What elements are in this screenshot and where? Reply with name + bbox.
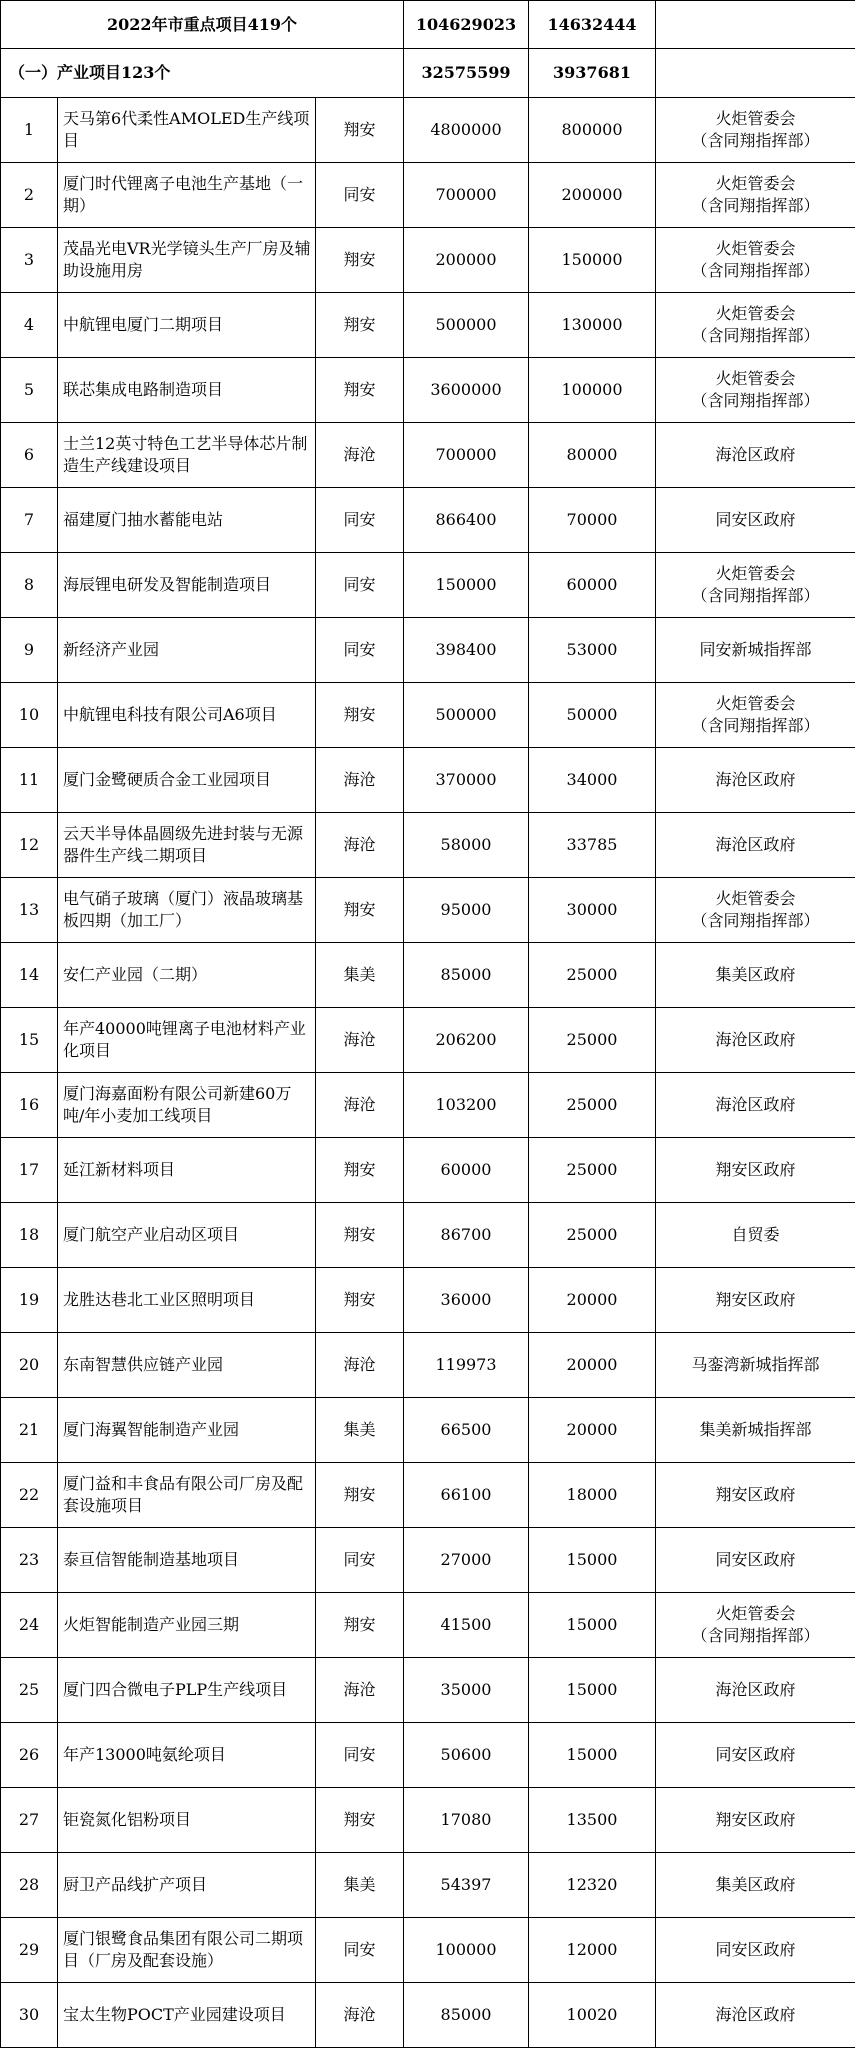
project-name: 中航锂电科技有限公司A6项目 xyxy=(58,683,316,748)
total-investment-cell: 27000 xyxy=(404,1528,529,1593)
responsible-unit xyxy=(656,878,855,943)
responsible-unit-line: 火炬管委会 xyxy=(715,369,796,388)
annual-plan-cell: 50000 xyxy=(529,683,656,748)
total-investment-cell: 100000 xyxy=(404,1918,529,1983)
project-area: 翔安 xyxy=(316,1138,404,1203)
responsible-unit xyxy=(656,1268,855,1333)
project-area: 翔安 xyxy=(316,683,404,748)
responsible-unit-line: 集美区政府 xyxy=(715,1875,796,1894)
total-investment-cell: 36000 xyxy=(404,1268,529,1333)
responsible-unit xyxy=(656,1983,855,2048)
project-name: 年产40000吨锂离子电池材料产业化项目 xyxy=(58,1008,316,1073)
total-investment-cell: 3600000 xyxy=(404,358,529,423)
total-investment-cell: 370000 xyxy=(404,748,529,813)
total-investment-cell: 41500 xyxy=(404,1593,529,1658)
annual-plan-cell: 150000 xyxy=(529,228,656,293)
annual-plan-cell: 25000 xyxy=(529,1008,656,1073)
annual-plan-cell: 10020 xyxy=(529,1983,656,2048)
row-index: 27 xyxy=(1,1788,58,1853)
responsible-unit-line: （含同翔指挥部） xyxy=(691,586,820,605)
responsible-unit-line: 同安区政府 xyxy=(715,1745,796,1764)
row-index: 23 xyxy=(1,1528,58,1593)
table-row xyxy=(1,358,855,423)
responsible-unit-line: （含同翔指挥部） xyxy=(691,716,820,735)
responsible-unit xyxy=(656,1463,855,1528)
row-index: 8 xyxy=(1,553,58,618)
total-investment-cell: 500000 xyxy=(404,683,529,748)
project-name: 云天半导体晶圆级先进封装与无源器件生产线二期项目 xyxy=(58,813,316,878)
annual-plan-cell: 25000 xyxy=(529,1138,656,1203)
total-investment-cell: 60000 xyxy=(404,1138,529,1203)
total-investment-cell: 866400 xyxy=(404,488,529,553)
total-investment-cell: 85000 xyxy=(404,943,529,1008)
responsible-unit-line: （含同翔指挥部） xyxy=(691,131,820,150)
row-index: 25 xyxy=(1,1658,58,1723)
table-row xyxy=(1,748,855,813)
total-investment-cell: 17080 xyxy=(404,1788,529,1853)
responsible-unit-line: 同安区政府 xyxy=(715,1550,796,1569)
responsible-unit xyxy=(656,1138,855,1203)
table-row xyxy=(1,163,855,228)
annual-plan-cell: 25000 xyxy=(529,1073,656,1138)
annual-plan-cell: 20000 xyxy=(529,1333,656,1398)
project-name: 延江新材料项目 xyxy=(58,1138,316,1203)
annual-plan-cell: 34000 xyxy=(529,748,656,813)
project-name: 厦门海嘉面粉有限公司新建60万吨/年小麦加工线项目 xyxy=(58,1073,316,1138)
annual-plan-cell: 25000 xyxy=(529,943,656,1008)
table-row xyxy=(1,1983,855,2048)
row-index: 30 xyxy=(1,1983,58,2048)
table-row xyxy=(1,553,855,618)
project-area: 海沧 xyxy=(316,813,404,878)
total-investment-cell: 398400 xyxy=(404,618,529,683)
annual-plan-cell: 130000 xyxy=(529,293,656,358)
table-row xyxy=(1,1138,855,1203)
project-name: 厦门银鹭食品集团有限公司二期项目（厂房及配套设施） xyxy=(58,1918,316,1983)
project-area: 同安 xyxy=(316,1528,404,1593)
responsible-unit-line: 火炬管委会 xyxy=(715,564,796,583)
annual-plan-cell: 80000 xyxy=(529,423,656,488)
project-area: 翔安 xyxy=(316,98,404,163)
table-row xyxy=(1,423,855,488)
total-investment-cell: 95000 xyxy=(404,878,529,943)
project-area: 翔安 xyxy=(316,293,404,358)
table-row xyxy=(1,683,855,748)
responsible-unit-line: 集美新城指挥部 xyxy=(699,1420,812,1439)
responsible-unit-line: 同安新城指挥部 xyxy=(699,640,812,659)
responsible-unit-line: 火炬管委会 xyxy=(715,239,796,258)
project-name: 钜瓷氮化铝粉项目 xyxy=(58,1788,316,1853)
responsible-unit xyxy=(656,1918,855,1983)
project-area: 翔安 xyxy=(316,228,404,293)
project-area: 海沧 xyxy=(316,1983,404,2048)
total-investment-cell: 50600 xyxy=(404,1723,529,1788)
responsible-unit-line: （含同翔指挥部） xyxy=(691,391,820,410)
row-index: 4 xyxy=(1,293,58,358)
annual-plan-cell: 30000 xyxy=(529,878,656,943)
responsible-unit-line: 自贸委 xyxy=(731,1225,780,1244)
total-title: 2022年市重点项目419个 xyxy=(1,1,404,49)
total-investment-cell: 700000 xyxy=(404,423,529,488)
responsible-unit xyxy=(656,1073,855,1138)
project-area: 同安 xyxy=(316,1723,404,1788)
project-area: 海沧 xyxy=(316,748,404,813)
annual-plan-cell: 15000 xyxy=(529,1723,656,1788)
annual-plan-cell: 53000 xyxy=(529,618,656,683)
total-investment-cell: 66500 xyxy=(404,1398,529,1463)
project-name: 厦门益和丰食品有限公司厂房及配套设施项目 xyxy=(58,1463,316,1528)
table-row xyxy=(1,488,855,553)
project-area: 翔安 xyxy=(316,1203,404,1268)
responsible-unit xyxy=(656,98,855,163)
project-name: 新经济产业园 xyxy=(58,618,316,683)
responsible-unit xyxy=(656,813,855,878)
project-name: 茂晶光电VR光学镜头生产厂房及辅助设施用房 xyxy=(58,228,316,293)
table-body xyxy=(1,1,855,2048)
row-index: 7 xyxy=(1,488,58,553)
row-index: 19 xyxy=(1,1268,58,1333)
table-row xyxy=(1,618,855,683)
project-area: 同安 xyxy=(316,618,404,683)
responsible-unit-line: 海沧区政府 xyxy=(715,1030,796,1049)
project-area: 翔安 xyxy=(316,1788,404,1853)
project-name: 厦门时代锂离子电池生产基地（一期） xyxy=(58,163,316,228)
project-area: 集美 xyxy=(316,1398,404,1463)
total-unit xyxy=(656,1,855,49)
project-area: 集美 xyxy=(316,943,404,1008)
table-row xyxy=(1,878,855,943)
total-investment-cell: 150000 xyxy=(404,553,529,618)
table-row xyxy=(1,813,855,878)
total-investment-cell: 103200 xyxy=(404,1073,529,1138)
responsible-unit-line: 火炬管委会 xyxy=(715,1604,796,1623)
project-name: 东南智慧供应链产业园 xyxy=(58,1333,316,1398)
project-name: 士兰12英寸特色工艺半导体芯片制造生产线建设项目 xyxy=(58,423,316,488)
annual-plan-cell: 800000 xyxy=(529,98,656,163)
project-name: 天马第6代柔性AMOLED生产线项目 xyxy=(58,98,316,163)
project-area: 海沧 xyxy=(316,423,404,488)
total-investment-cell: 500000 xyxy=(404,293,529,358)
responsible-unit-line: 同安区政府 xyxy=(715,1940,796,1959)
responsible-unit xyxy=(656,228,855,293)
table-row xyxy=(1,1528,855,1593)
project-area: 海沧 xyxy=(316,1008,404,1073)
responsible-unit-line: 同安区政府 xyxy=(715,510,796,529)
responsible-unit-line: （含同翔指挥部） xyxy=(691,911,820,930)
row-index: 28 xyxy=(1,1853,58,1918)
annual-plan-cell: 20000 xyxy=(529,1398,656,1463)
table-row xyxy=(1,1853,855,1918)
responsible-unit xyxy=(656,943,855,1008)
project-area: 海沧 xyxy=(316,1658,404,1723)
project-area: 海沧 xyxy=(316,1333,404,1398)
annual-plan-cell: 60000 xyxy=(529,553,656,618)
responsible-unit xyxy=(656,1788,855,1853)
row-index: 5 xyxy=(1,358,58,423)
row-index: 15 xyxy=(1,1008,58,1073)
row-index: 29 xyxy=(1,1918,58,1983)
table-row xyxy=(1,1788,855,1853)
project-area: 同安 xyxy=(316,163,404,228)
total-investment-cell: 86700 xyxy=(404,1203,529,1268)
responsible-unit xyxy=(656,553,855,618)
project-name: 厦门航空产业启动区项目 xyxy=(58,1203,316,1268)
annual-plan-cell: 20000 xyxy=(529,1268,656,1333)
total-investment-cell: 206200 xyxy=(404,1008,529,1073)
annual-plan-cell: 25000 xyxy=(529,1203,656,1268)
responsible-unit xyxy=(656,748,855,813)
project-area: 翔安 xyxy=(316,1268,404,1333)
responsible-unit xyxy=(656,1723,855,1788)
annual-plan-cell: 13500 xyxy=(529,1788,656,1853)
table-row xyxy=(1,293,855,358)
annual-plan-cell: 15000 xyxy=(529,1528,656,1593)
project-name: 龙胜达巷北工业区照明项目 xyxy=(58,1268,316,1333)
project-name: 泰亘信智能制造基地项目 xyxy=(58,1528,316,1593)
responsible-unit xyxy=(656,488,855,553)
project-area: 集美 xyxy=(316,1853,404,1918)
responsible-unit-line: 海沧区政府 xyxy=(715,1095,796,1114)
category-annual-plan: 3937681 xyxy=(529,49,656,98)
project-area: 翔安 xyxy=(316,358,404,423)
total-investment-cell: 85000 xyxy=(404,1983,529,2048)
project-name: 安仁产业园（二期） xyxy=(58,943,316,1008)
responsible-unit xyxy=(656,618,855,683)
responsible-unit-line: （含同翔指挥部） xyxy=(691,1626,820,1645)
responsible-unit xyxy=(656,1008,855,1073)
total-investment-cell: 4800000 xyxy=(404,98,529,163)
responsible-unit-line: 海沧区政府 xyxy=(715,445,796,464)
project-area: 翔安 xyxy=(316,878,404,943)
total-investment: 104629023 xyxy=(404,1,529,49)
responsible-unit-line: 海沧区政府 xyxy=(715,1680,796,1699)
table-row xyxy=(1,1463,855,1528)
row-index: 14 xyxy=(1,943,58,1008)
project-area: 同安 xyxy=(316,488,404,553)
annual-plan-cell: 15000 xyxy=(529,1658,656,1723)
responsible-unit-line: （含同翔指挥部） xyxy=(691,326,820,345)
project-name: 厦门金鹭硬质合金工业园项目 xyxy=(58,748,316,813)
project-area: 同安 xyxy=(316,553,404,618)
annual-plan-cell: 15000 xyxy=(529,1593,656,1658)
row-index: 6 xyxy=(1,423,58,488)
total-investment-cell: 700000 xyxy=(404,163,529,228)
project-area: 海沧 xyxy=(316,1073,404,1138)
project-name: 中航锂电厦门二期项目 xyxy=(58,293,316,358)
total-investment-cell: 66100 xyxy=(404,1463,529,1528)
responsible-unit xyxy=(656,1333,855,1398)
row-index: 20 xyxy=(1,1333,58,1398)
row-index: 18 xyxy=(1,1203,58,1268)
responsible-unit xyxy=(656,1658,855,1723)
responsible-unit-line: （含同翔指挥部） xyxy=(691,261,820,280)
project-area: 同安 xyxy=(316,1918,404,1983)
responsible-unit-line: 翔安区政府 xyxy=(715,1290,796,1309)
row-index: 11 xyxy=(1,748,58,813)
total-annual-plan: 14632444 xyxy=(529,1,656,49)
project-name: 福建厦门抽水蓄能电站 xyxy=(58,488,316,553)
table-row xyxy=(1,1398,855,1463)
project-name: 厦门海翼智能制造产业园 xyxy=(58,1398,316,1463)
table-row xyxy=(1,1268,855,1333)
responsible-unit-line: 火炬管委会 xyxy=(715,109,796,128)
table-row xyxy=(1,1918,855,1983)
responsible-unit xyxy=(656,423,855,488)
row-index: 17 xyxy=(1,1138,58,1203)
responsible-unit-line: 火炬管委会 xyxy=(715,889,796,908)
row-index: 22 xyxy=(1,1463,58,1528)
responsible-unit-line: 火炬管委会 xyxy=(715,304,796,323)
project-name: 年产13000吨氨纶项目 xyxy=(58,1723,316,1788)
project-area: 翔安 xyxy=(316,1463,404,1528)
table-row xyxy=(1,98,855,163)
responsible-unit-line: 翔安区政府 xyxy=(715,1485,796,1504)
row-index: 1 xyxy=(1,98,58,163)
total-investment-cell: 119973 xyxy=(404,1333,529,1398)
table-row xyxy=(1,1073,855,1138)
total-investment-cell: 58000 xyxy=(404,813,529,878)
responsible-unit xyxy=(656,683,855,748)
annual-plan-cell: 12320 xyxy=(529,1853,656,1918)
row-index: 21 xyxy=(1,1398,58,1463)
responsible-unit-line: 海沧区政府 xyxy=(715,2005,796,2024)
responsible-unit-line: 集美区政府 xyxy=(715,965,796,984)
row-index: 2 xyxy=(1,163,58,228)
category-row xyxy=(1,49,855,98)
total-investment-cell: 35000 xyxy=(404,1658,529,1723)
row-index: 10 xyxy=(1,683,58,748)
total-investment-cell: 54397 xyxy=(404,1853,529,1918)
responsible-unit xyxy=(656,1528,855,1593)
responsible-unit-line: 海沧区政府 xyxy=(715,835,796,854)
row-index: 16 xyxy=(1,1073,58,1138)
responsible-unit-line: 翔安区政府 xyxy=(715,1160,796,1179)
responsible-unit xyxy=(656,1203,855,1268)
responsible-unit xyxy=(656,293,855,358)
annual-plan-cell: 100000 xyxy=(529,358,656,423)
project-area: 翔安 xyxy=(316,1593,404,1658)
project-name: 海辰锂电研发及智能制造项目 xyxy=(58,553,316,618)
total-row xyxy=(1,1,855,49)
category-unit xyxy=(656,49,855,98)
responsible-unit xyxy=(656,163,855,228)
responsible-unit-line: 海沧区政府 xyxy=(715,770,796,789)
row-index: 13 xyxy=(1,878,58,943)
responsible-unit xyxy=(656,1398,855,1463)
responsible-unit-line: 火炬管委会 xyxy=(715,694,796,713)
row-index: 9 xyxy=(1,618,58,683)
total-investment-cell: 200000 xyxy=(404,228,529,293)
responsible-unit-line: 翔安区政府 xyxy=(715,1810,796,1829)
table-row xyxy=(1,1008,855,1073)
project-name: 电气硝子玻璃（厦门）液晶玻璃基板四期（加工厂） xyxy=(58,878,316,943)
annual-plan-cell: 12000 xyxy=(529,1918,656,1983)
table-row xyxy=(1,1203,855,1268)
category-title: （一）产业项目123个 xyxy=(1,49,404,98)
annual-plan-cell: 33785 xyxy=(529,813,656,878)
table-row xyxy=(1,1593,855,1658)
table-row xyxy=(1,1333,855,1398)
project-name: 火炬智能制造产业园三期 xyxy=(58,1593,316,1658)
project-name: 厨卫产品线扩产项目 xyxy=(58,1853,316,1918)
row-index: 24 xyxy=(1,1593,58,1658)
annual-plan-cell: 70000 xyxy=(529,488,656,553)
annual-plan-cell: 18000 xyxy=(529,1463,656,1528)
project-name: 联芯集成电路制造项目 xyxy=(58,358,316,423)
table-row xyxy=(1,1658,855,1723)
project-name: 宝太生物POCT产业园建设项目 xyxy=(58,1983,316,2048)
table-row xyxy=(1,943,855,1008)
responsible-unit-line: （含同翔指挥部） xyxy=(691,196,820,215)
annual-plan-cell: 200000 xyxy=(529,163,656,228)
table-row xyxy=(1,228,855,293)
responsible-unit-line: 火炬管委会 xyxy=(715,174,796,193)
project-name: 厦门四合微电子PLP生产线项目 xyxy=(58,1658,316,1723)
category-investment: 32575599 xyxy=(404,49,529,98)
table-row xyxy=(1,1723,855,1788)
row-index: 26 xyxy=(1,1723,58,1788)
responsible-unit xyxy=(656,1853,855,1918)
row-index: 3 xyxy=(1,228,58,293)
row-index: 12 xyxy=(1,813,58,878)
responsible-unit xyxy=(656,358,855,423)
responsible-unit xyxy=(656,1593,855,1658)
responsible-unit-line: 马銮湾新城指挥部 xyxy=(691,1355,820,1374)
